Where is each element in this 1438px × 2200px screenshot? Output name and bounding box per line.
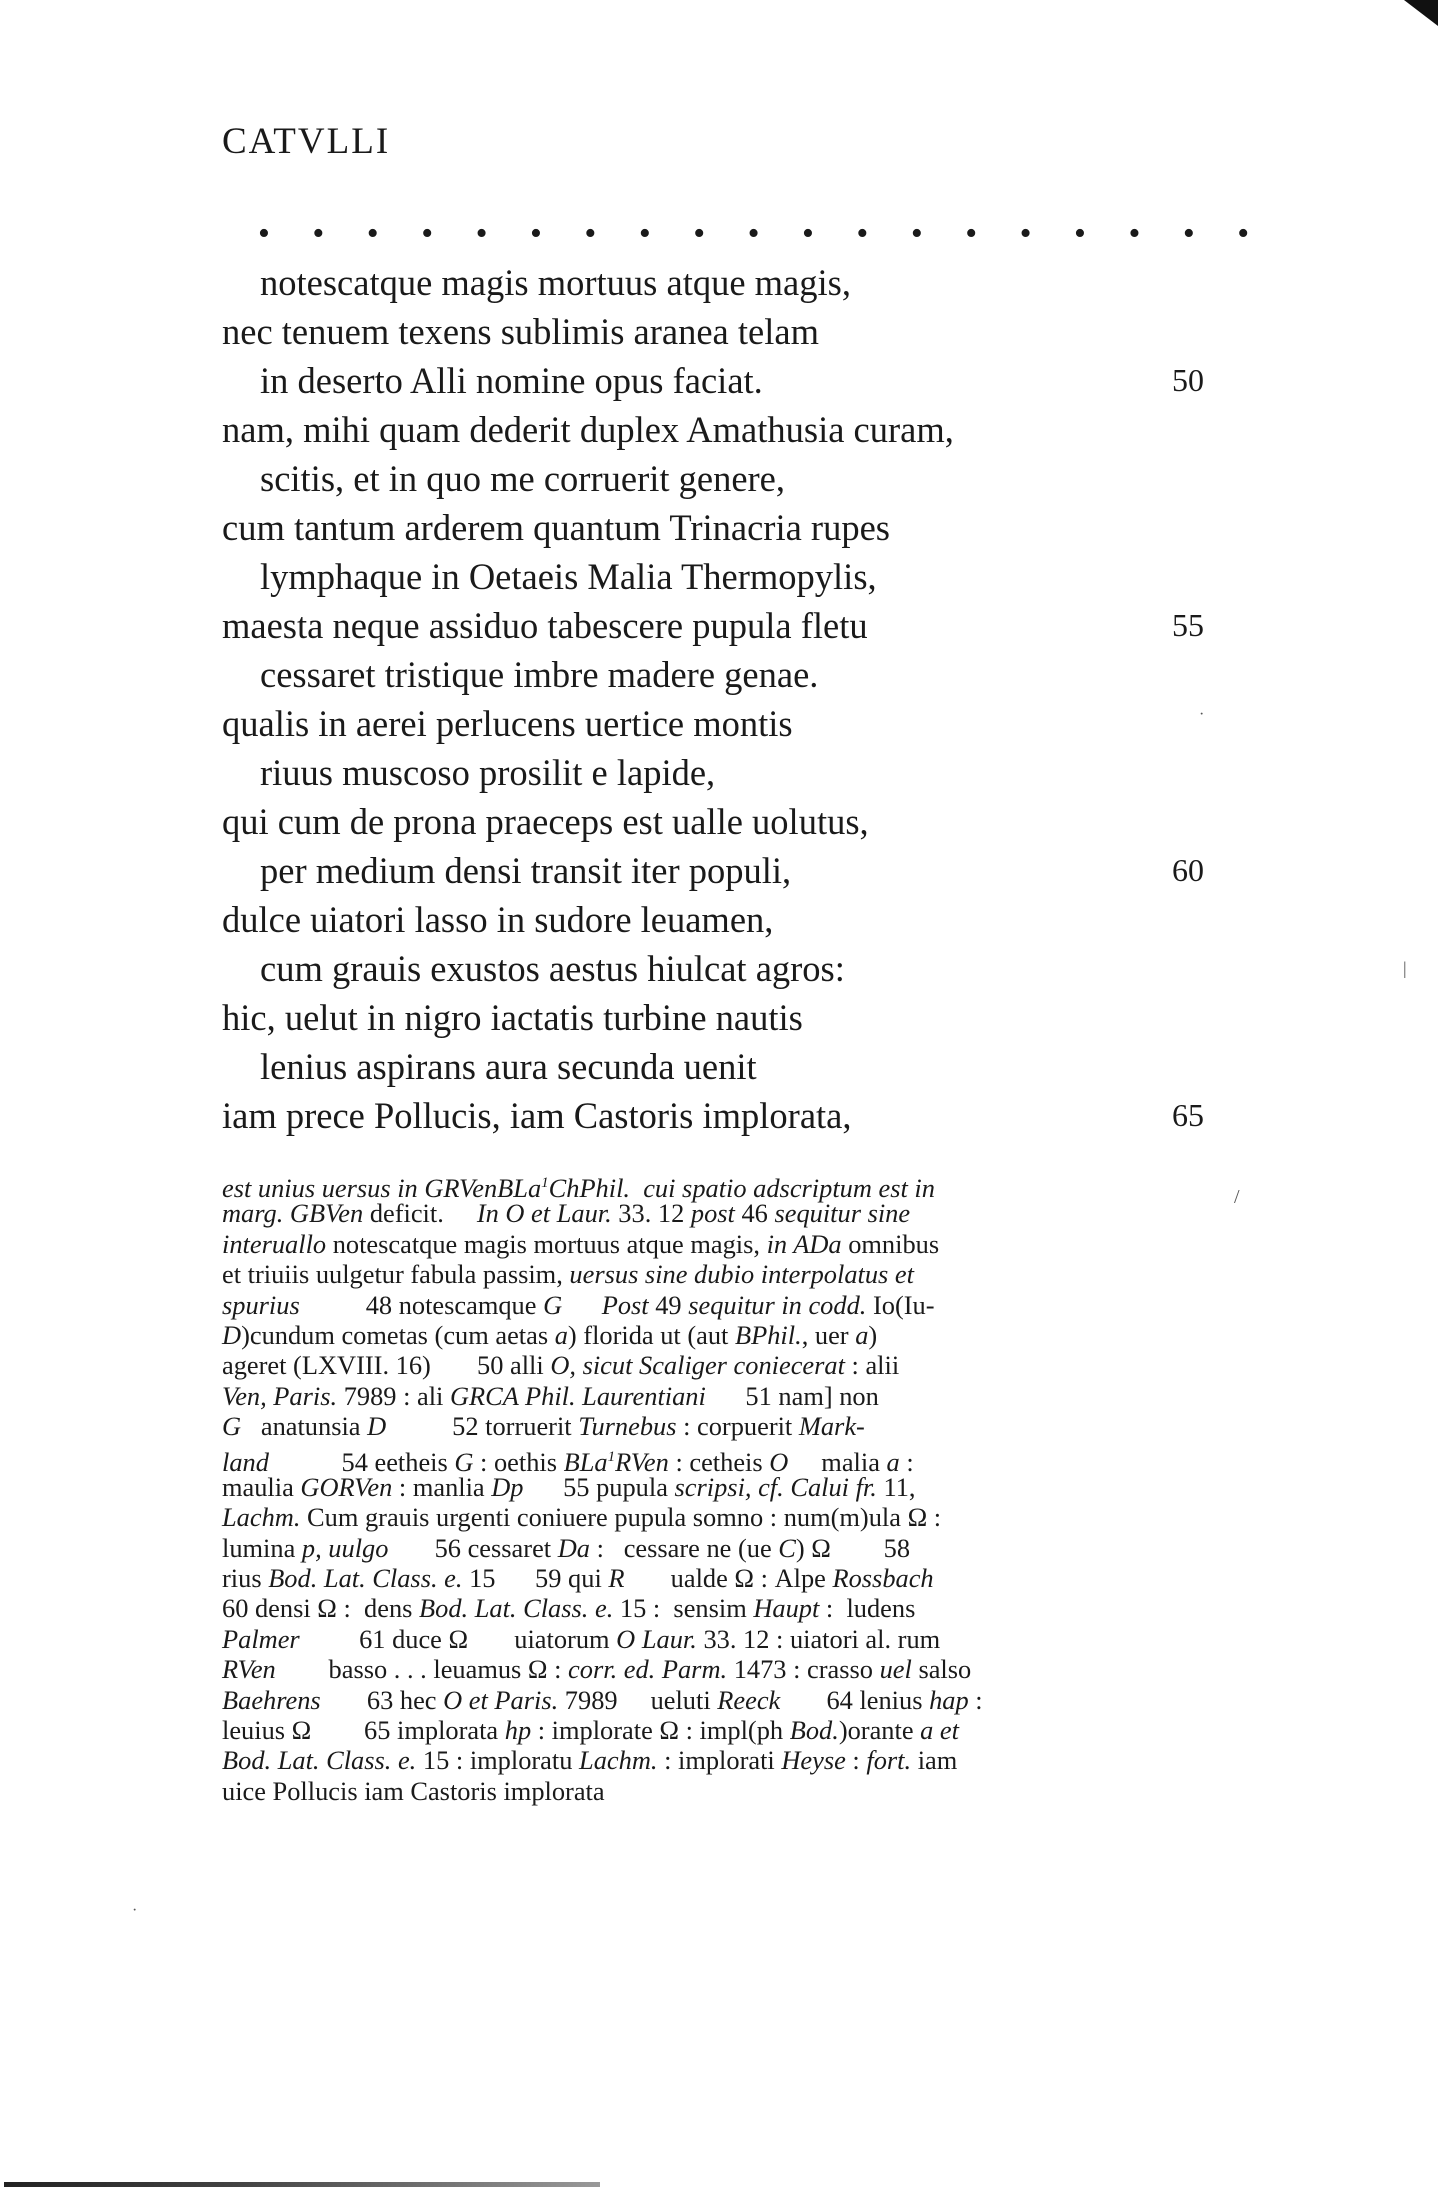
apparatus-roman: notescatque magis mortuus atque magis, xyxy=(326,1228,767,1259)
verse-line xyxy=(0,258,1438,307)
apparatus-italic: p, uulgo xyxy=(301,1532,389,1563)
apparatus-italic: In O et Laur. xyxy=(476,1198,612,1229)
apparatus-italic: O, sicut Scaliger coniecerat xyxy=(550,1350,845,1381)
apparatus-italic: BPhil. xyxy=(735,1319,802,1350)
apparatus-italic: Da xyxy=(557,1532,590,1563)
apparatus-roman: 33. 12 xyxy=(611,1198,691,1229)
apparatus-roman: leuius Ω 65 implorata xyxy=(222,1715,505,1746)
apparatus-roman: maulia xyxy=(222,1471,301,1502)
apparatus-roman: et triuiis uulgetur fabula passim, xyxy=(222,1259,570,1290)
apparatus-roman: 15 : sensim xyxy=(613,1593,754,1624)
apparatus-italic: Bod. Lat. Class. e. xyxy=(419,1593,614,1624)
verse-line xyxy=(0,699,1438,748)
apparatus-italic: O et Paris. xyxy=(443,1684,559,1715)
apparatus-roman: salso xyxy=(911,1654,972,1685)
apparatus-italic: O xyxy=(769,1446,789,1477)
apparatus-italic: a et xyxy=(920,1715,959,1746)
apparatus-roman: 46 xyxy=(734,1198,775,1229)
apparatus-roman: ualde Ω : Alpe xyxy=(624,1563,833,1594)
apparatus-roman: 61 duce Ω uiatorum xyxy=(299,1623,617,1654)
verse-line xyxy=(0,993,1438,1042)
poem-text xyxy=(0,258,1438,1140)
apparatus-italic: sequitur in codd. xyxy=(688,1289,867,1320)
verse-text: dulce uiatori lasso in sudore leuamen, xyxy=(222,899,774,940)
line-number: 50 xyxy=(1172,362,1204,398)
apparatus-italic: RVen xyxy=(222,1654,276,1685)
apparatus-italic: G xyxy=(543,1289,563,1320)
apparatus-italic: ChPhil. cui spatio adscriptum est in xyxy=(548,1172,935,1203)
apparatus-roman: ) florida ut (aut xyxy=(567,1319,735,1350)
apparatus-italic: spurius xyxy=(222,1289,300,1320)
apparatus-roman: : oethis xyxy=(473,1446,564,1477)
apparatus-roman: : xyxy=(845,1745,867,1776)
verse-text: lenius aspirans aura secunda uenit xyxy=(260,1046,757,1087)
apparatus-roman: : xyxy=(968,1684,983,1715)
apparatus-italic: O Laur. xyxy=(616,1623,697,1654)
verse-text: cum tantum arderem quantum Trinacria rupes xyxy=(222,507,890,548)
apparatus-italic: Lachm. xyxy=(579,1745,658,1776)
apparatus-line xyxy=(222,1715,1226,1745)
apparatus-italic: Heyse xyxy=(781,1745,846,1776)
apparatus-line xyxy=(222,1685,1226,1715)
apparatus-italic: Palmer xyxy=(222,1623,300,1654)
verse-line xyxy=(0,846,1438,895)
line-number: 60 xyxy=(1172,852,1204,888)
apparatus-italic: a xyxy=(855,1319,869,1350)
apparatus-roman: Io(Iu- xyxy=(866,1289,935,1320)
apparatus-line xyxy=(222,1502,1226,1532)
verse-text: scitis, et in quo me corruerit genere, xyxy=(260,458,786,499)
apparatus-line xyxy=(222,1442,1226,1477)
apparatus-italic: Mark- xyxy=(798,1411,865,1442)
apparatus-roman: uice Pollucis iam Castoris implorata xyxy=(222,1775,605,1806)
apparatus-italic: D xyxy=(222,1319,242,1350)
apparatus-line xyxy=(222,1411,1226,1441)
verse-text: lymphaque in Oetaeis Malia Thermopylis, xyxy=(260,556,877,597)
apparatus-italic: Baehrens xyxy=(222,1684,321,1715)
page-edge-rule xyxy=(4,2182,600,2187)
apparatus-italic: Rossbach xyxy=(832,1563,934,1594)
lacuna-dots: • • • • • • • • • • • • • • • • • • • xyxy=(258,215,1267,252)
apparatus-roman: : cessare ne (ue xyxy=(589,1532,779,1563)
apparatus-line xyxy=(222,1654,1226,1684)
apparatus-roman: 49 xyxy=(648,1289,689,1320)
apparatus-line xyxy=(222,1533,1226,1563)
apparatus-line xyxy=(222,1593,1226,1623)
apparatus-italic: 1 xyxy=(607,1448,616,1465)
verse-line xyxy=(0,503,1438,552)
verse-text: maesta neque assiduo tabescere pupula fletu xyxy=(222,605,868,646)
apparatus-line xyxy=(222,1472,1226,1502)
apparatus-italic: scripsi, cf. Calui fr. xyxy=(674,1471,877,1502)
apparatus-italic: 1 xyxy=(541,1175,549,1191)
apparatus-italic: uel xyxy=(879,1654,912,1685)
apparatus-italic: RVen xyxy=(615,1446,669,1477)
apparatus-italic: C xyxy=(778,1532,796,1563)
verse-line xyxy=(0,454,1438,503)
verse-line xyxy=(0,601,1438,650)
verse-text: iam prece Pollucis, iam Castoris implorata, xyxy=(222,1095,852,1136)
apparatus-roman: anatunsia xyxy=(241,1411,368,1442)
verse-text: nec tenuem texens sublimis aranea telam xyxy=(222,311,819,352)
apparatus-italic: D xyxy=(367,1411,387,1442)
apparatus-italic: R xyxy=(608,1563,625,1594)
verse-text: cessaret tristique imbre madere genae. xyxy=(260,654,819,695)
verse-line xyxy=(0,1042,1438,1091)
verse-text: cum grauis exustos aestus hiulcat agros: xyxy=(260,948,845,989)
apparatus-italic: corr. ed. Parm. xyxy=(568,1654,728,1685)
apparatus-roman: ) xyxy=(868,1319,878,1350)
verse-text: hic, uelut in nigro iactatis turbine nautis xyxy=(222,997,803,1038)
apparatus-roman: deficit. xyxy=(363,1198,477,1229)
apparatus-roman: )cundum cometas (cum aetas xyxy=(241,1319,555,1350)
apparatus-roman xyxy=(562,1290,602,1320)
apparatus-roman: : manlia xyxy=(392,1471,492,1502)
apparatus-roman: lumina xyxy=(222,1532,302,1563)
apparatus-roman: 63 hec xyxy=(320,1684,444,1715)
apparatus-italic: est unius uersus in GRVenBLa xyxy=(222,1172,542,1203)
apparatus-italic: Bod. Lat. Class. e. xyxy=(268,1563,463,1594)
apparatus-line xyxy=(222,1168,1226,1203)
apparatus-italic: G xyxy=(454,1446,474,1477)
verse-line xyxy=(0,797,1438,846)
apparatus-roman: )orante xyxy=(838,1715,921,1746)
apparatus-italic: marg. GBVen xyxy=(222,1198,364,1229)
verse-line xyxy=(0,405,1438,454)
apparatus-italic: Turnebus xyxy=(578,1411,677,1442)
apparatus-line xyxy=(222,1563,1226,1593)
apparatus-line xyxy=(222,1745,1226,1775)
apparatus-italic: Ven, Paris. xyxy=(222,1380,338,1411)
apparatus-roman: 11, xyxy=(876,1471,916,1502)
apparatus-roman: Cum grauis urgenti coniuere pupula somno : num(m)ula Ω : xyxy=(300,1502,942,1533)
apparatus-italic: hp xyxy=(504,1715,532,1746)
apparatus-line xyxy=(222,1290,1226,1320)
apparatus-roman: rius xyxy=(222,1563,269,1594)
apparatus-roman: 60 densi Ω : dens xyxy=(222,1593,420,1624)
apparatus-roman: ageret (LXVIII. 16) 50 alli xyxy=(222,1350,551,1381)
verse-line xyxy=(0,944,1438,993)
verse-text: nam, mihi quam dederit duplex Amathusia curam, xyxy=(222,409,954,450)
apparatus-italic: fort. xyxy=(866,1745,912,1776)
apparatus-roman: 15 59 qui xyxy=(462,1563,609,1594)
page-corner-mark xyxy=(1404,0,1438,26)
apparatus-italic: sequitur sine xyxy=(774,1198,911,1229)
apparatus-line xyxy=(222,1229,1226,1259)
apparatus-roman: 55 pupula xyxy=(523,1471,675,1502)
apparatus-roman: 33. 12 : uiatori al. rum xyxy=(696,1623,941,1654)
apparatus-roman: : cetheis xyxy=(668,1446,770,1477)
verse-text: in deserto Alli nomine opus faciat. xyxy=(260,360,763,401)
margin-mark: / xyxy=(1234,1186,1240,1208)
apparatus-italic: Lachm. xyxy=(222,1502,301,1533)
apparatus-line xyxy=(222,1624,1226,1654)
apparatus-roman: omnibus xyxy=(841,1228,940,1259)
apparatus-italic: GORVen xyxy=(300,1471,393,1502)
apparatus-roman: : xyxy=(899,1446,914,1477)
apparatus-italic: hap xyxy=(929,1684,969,1715)
apparatus-roman: : ludens xyxy=(819,1593,916,1624)
apparatus-line xyxy=(222,1320,1226,1350)
apparatus-italic: Bod. xyxy=(789,1715,839,1746)
apparatus-italic: BLa xyxy=(563,1446,608,1477)
apparatus-italic: in ADa xyxy=(766,1228,842,1259)
apparatus-roman: 51 nam] non xyxy=(705,1380,879,1411)
apparatus-italic: Haupt xyxy=(753,1593,820,1624)
apparatus-italic: post xyxy=(690,1198,735,1229)
apparatus-line xyxy=(222,1259,1226,1289)
apparatus-roman: iam xyxy=(911,1745,958,1776)
margin-mark: · xyxy=(1199,706,1205,723)
apparatus-roman: , uer xyxy=(801,1319,856,1350)
apparatus-italic: uersus sine dubio interpolatus et xyxy=(569,1259,914,1290)
apparatus-italic: Post xyxy=(601,1289,649,1320)
verse-line xyxy=(0,748,1438,797)
apparatus-roman: 56 cessaret xyxy=(388,1532,558,1563)
line-number: 55 xyxy=(1172,607,1204,643)
verse-text: per medium densi transit iter populi, xyxy=(260,850,792,891)
margin-mark: · xyxy=(132,1902,138,1919)
running-head: CATVLLI xyxy=(222,121,391,162)
apparatus-line xyxy=(222,1381,1226,1411)
apparatus-roman: 48 notescamque xyxy=(299,1289,544,1320)
apparatus-line xyxy=(222,1776,1226,1806)
apparatus-line xyxy=(222,1350,1226,1380)
apparatus-roman: 52 torruerit xyxy=(386,1411,579,1442)
apparatus-roman: 7989 ueluti xyxy=(558,1684,718,1715)
verse-text: qualis in aerei perlucens uertice montis xyxy=(222,703,793,744)
apparatus-roman: : implorati xyxy=(657,1745,782,1776)
apparatus-roman: malia xyxy=(788,1446,887,1477)
line-number: 65 xyxy=(1172,1097,1204,1133)
critical-apparatus xyxy=(222,1168,1226,1806)
apparatus-roman: 15 : imploratu xyxy=(416,1745,580,1776)
apparatus-italic: land xyxy=(222,1446,269,1477)
apparatus-italic: G xyxy=(222,1411,242,1442)
apparatus-roman: basso . . . leuamus Ω : xyxy=(275,1654,569,1685)
verse-text: notescatque magis mortuus atque magis, xyxy=(260,262,851,303)
verse-line xyxy=(0,307,1438,356)
apparatus-roman: 64 lenius xyxy=(780,1684,930,1715)
apparatus-italic: a xyxy=(886,1446,900,1477)
margin-mark: | xyxy=(1403,958,1407,978)
apparatus-italic: interuallo xyxy=(222,1228,327,1259)
apparatus-italic: Dp xyxy=(491,1471,524,1502)
apparatus-line xyxy=(222,1198,1226,1228)
apparatus-italic: Reeck xyxy=(717,1684,781,1715)
verse-line xyxy=(0,552,1438,601)
apparatus-roman: 54 eetheis xyxy=(268,1446,455,1477)
verse-line xyxy=(0,356,1438,405)
verse-line xyxy=(0,650,1438,699)
apparatus-roman: 7989 : ali xyxy=(337,1380,450,1411)
apparatus-roman: : alii xyxy=(844,1350,900,1381)
apparatus-italic: Bod. Lat. Class. e. xyxy=(222,1745,417,1776)
apparatus-roman: ) Ω 58 xyxy=(795,1532,911,1563)
apparatus-roman: 1473 : crasso xyxy=(727,1654,880,1685)
apparatus-roman: : corpuerit xyxy=(676,1411,799,1442)
verse-line xyxy=(0,895,1438,944)
apparatus-italic: GRCA Phil. Laurentiani xyxy=(449,1380,706,1411)
verse-text: riuus muscoso prosilit e lapide, xyxy=(260,752,716,793)
verse-text: qui cum de prona praeceps est ualle uolutus, xyxy=(222,801,869,842)
apparatus-italic: a xyxy=(554,1319,568,1350)
verse-line xyxy=(0,1091,1438,1140)
apparatus-roman: : implorate Ω : impl(ph xyxy=(531,1715,790,1746)
